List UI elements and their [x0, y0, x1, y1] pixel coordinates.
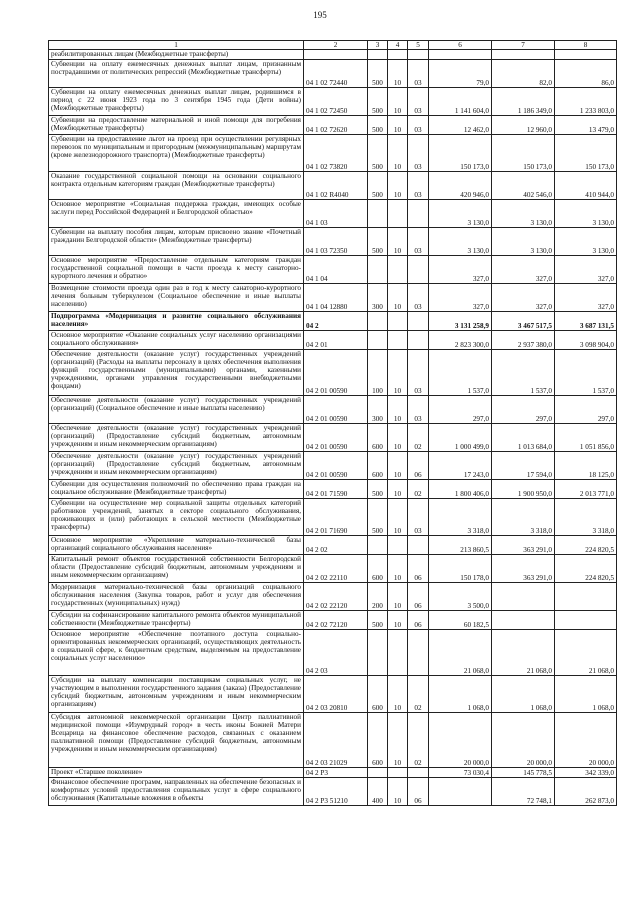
row-vr-cell: 500	[368, 611, 388, 630]
table-row	[49, 768, 617, 778]
row-sum-2023-cell	[555, 583, 617, 611]
row-vr-cell	[368, 536, 388, 555]
table-row	[49, 228, 617, 256]
row-subsection-cell: 03	[408, 228, 429, 256]
row-section-cell: 10	[388, 583, 408, 611]
table-row	[49, 256, 617, 284]
row-sum-2022-cell: 1 186 349,0	[492, 88, 555, 116]
row-sum-2021-cell: 17 243,0	[429, 452, 492, 480]
row-code-cell: 04 1 03	[304, 200, 368, 228]
row-vr-cell	[368, 331, 388, 350]
row-sum-2021-cell: 79,0	[429, 60, 492, 88]
row-sum-2022-cell: 1 013 684,0	[492, 424, 555, 452]
table-row	[49, 331, 617, 350]
row-sum-2021-cell: 12 462,0	[429, 116, 492, 135]
row-sum-2022-cell: 17 594,0	[492, 452, 555, 480]
row-vr-cell: 500	[368, 60, 388, 88]
row-subsection-cell	[408, 50, 429, 60]
row-vr-cell: 300	[368, 284, 388, 312]
row-vr-cell: 500	[368, 172, 388, 200]
table-row	[49, 583, 617, 611]
row-subsection-cell	[408, 630, 429, 676]
row-name-cell: Субвенции на оплату ежемесячных денежных выплат лицам, признанным пострадавшими от политических репрессий (Межбюджетные трансферты)	[49, 60, 304, 88]
row-subsection-cell: 06	[408, 452, 429, 480]
row-section-cell: 10	[388, 228, 408, 256]
row-sum-2022-cell: 2 937 380,0	[492, 331, 555, 350]
row-name-cell: Субсидии на выплату компенсации поставщикам социальных услуг, не участвующим в выполнении государственного задания (заказа) (Предоставление субсидий бюджетным, автономным учреждениям и иным некоммерческим организациям)	[49, 676, 304, 713]
row-subsection-cell	[408, 200, 429, 228]
row-sum-2023-cell: 86,0	[555, 60, 617, 88]
column-header: 7	[492, 41, 555, 50]
table-row	[49, 172, 617, 200]
row-sum-2021-cell: 1 800 406,0	[429, 480, 492, 499]
row-section-cell	[388, 536, 408, 555]
row-sum-2022-cell: 72 748,1	[492, 778, 555, 806]
row-sum-2023-cell: 21 068,0	[555, 630, 617, 676]
row-sum-2023-cell: 224 820,5	[555, 536, 617, 555]
row-vr-cell: 600	[368, 555, 388, 583]
table-row	[49, 424, 617, 452]
column-header: 8	[555, 41, 617, 50]
row-sum-2023-cell: 1 233 803,0	[555, 88, 617, 116]
row-sum-2022-cell	[492, 50, 555, 60]
table-row	[49, 630, 617, 676]
row-sum-2022-cell: 1 537,0	[492, 350, 555, 396]
table-header-row	[49, 41, 617, 50]
row-vr-cell	[368, 630, 388, 676]
row-code-cell: 04 1 04	[304, 256, 368, 284]
row-sum-2021-cell: 1 068,0	[429, 676, 492, 713]
row-code-cell: 04 2 01 71690	[304, 499, 368, 536]
row-vr-cell: 500	[368, 480, 388, 499]
row-section-cell	[388, 630, 408, 676]
row-subsection-cell: 06	[408, 583, 429, 611]
row-sum-2023-cell: 327,0	[555, 256, 617, 284]
row-subsection-cell	[408, 312, 429, 331]
budget-table	[48, 40, 617, 806]
row-section-cell	[388, 312, 408, 331]
row-vr-cell: 500	[368, 88, 388, 116]
row-vr-cell: 200	[368, 583, 388, 611]
row-vr-cell: 600	[368, 424, 388, 452]
row-subsection-cell: 03	[408, 396, 429, 424]
row-name-cell: Субсидия автономной некоммерческой организации Центр паллиативной медицинской помощи «Изумрудный город» в честь иконы Божией Матери Всецарица на финансовое обеспечение расходов, связанных с оказанием паллиативной помощи (Предоставление субсидий бюджетным, автономным учреждениям и иным некоммерческим организациям)	[49, 713, 304, 768]
row-subsection-cell: 06	[408, 778, 429, 806]
table-row	[49, 88, 617, 116]
table-row	[49, 499, 617, 536]
column-header: 6	[429, 41, 492, 50]
row-vr-cell	[368, 50, 388, 60]
row-code-cell: 04 2 03	[304, 630, 368, 676]
table-row	[49, 50, 617, 60]
table-row	[49, 312, 617, 331]
row-name-cell: Субсидии на софинансирование капитального ремонта объектов муниципальной собственности (Межбюджетные трансферты)	[49, 611, 304, 630]
row-sum-2021-cell: 213 860,5	[429, 536, 492, 555]
row-code-cell: 04 2 01 71590	[304, 480, 368, 499]
row-code-cell: 04 2 01 00590	[304, 396, 368, 424]
row-vr-cell	[368, 312, 388, 331]
row-section-cell: 10	[388, 480, 408, 499]
row-section-cell: 10	[388, 88, 408, 116]
row-sum-2021-cell: 3 318,0	[429, 499, 492, 536]
row-sum-2023-cell: 3 130,0	[555, 228, 617, 256]
table-row	[49, 396, 617, 424]
table-row	[49, 350, 617, 396]
row-name-cell: Обеспечение деятельности (оказание услуг) государственных учреждений (организаций) (Социальное обеспечение и иные выплаты населению)	[49, 396, 304, 424]
row-code-cell	[304, 50, 368, 60]
row-sum-2021-cell: 150 173,0	[429, 135, 492, 172]
row-sum-2022-cell: 402 546,0	[492, 172, 555, 200]
row-sum-2022-cell: 1 900 950,0	[492, 480, 555, 499]
budget-table-body	[49, 41, 617, 806]
row-name-cell: реабилитированных лицам (Межбюджетные трансферты)	[49, 50, 304, 60]
row-section-cell: 10	[388, 284, 408, 312]
table-row	[49, 452, 617, 480]
row-name-cell: Возмещение стоимости проезда один раз в год к месту санаторно-курортного лечения больным туберкулезом (Социальное обеспечение и иные выплаты населению)	[49, 284, 304, 312]
table-row	[49, 116, 617, 135]
table-row	[49, 778, 617, 806]
row-sum-2023-cell: 410 944,0	[555, 172, 617, 200]
row-sum-2021-cell: 73 030,4	[429, 768, 492, 778]
row-sum-2021-cell: 60 182,5	[429, 611, 492, 630]
row-subsection-cell: 02	[408, 480, 429, 499]
row-code-cell: 04 1 02 72440	[304, 60, 368, 88]
row-sum-2021-cell: 327,0	[429, 256, 492, 284]
row-sum-2022-cell: 82,0	[492, 60, 555, 88]
row-sum-2023-cell: 2 013 771,0	[555, 480, 617, 499]
row-vr-cell: 400	[368, 778, 388, 806]
row-name-cell: Проект «Старшее поколение»	[49, 768, 304, 778]
row-sum-2023-cell: 3 130,0	[555, 200, 617, 228]
row-sum-2022-cell: 3 467 517,5	[492, 312, 555, 331]
row-vr-cell	[368, 768, 388, 778]
row-name-cell: Основное мероприятие «Социальная поддержка граждан, имеющих особые заслуги перед Российской Федерацией и Белгородской областью»	[49, 200, 304, 228]
row-name-cell: Обеспечение деятельности (оказание услуг) государственных учреждений (организаций) (Предоставление субсидий бюджетным, автономным учреждениям и иным некоммерческим организациям)	[49, 452, 304, 480]
row-sum-2021-cell: 420 946,0	[429, 172, 492, 200]
row-name-cell: Субвенции на предоставление льгот на проезд при осуществлении регулярных перевозок по муниципальным и пригородным (межмуниципальным) маршрутам (кроме железнодорожного транспорта) (Межбюджетные трансферты)	[49, 135, 304, 172]
column-header: 1	[49, 41, 304, 50]
row-sum-2021-cell: 21 068,0	[429, 630, 492, 676]
row-vr-cell: 500	[368, 228, 388, 256]
row-sum-2023-cell: 224 820,5	[555, 555, 617, 583]
row-section-cell	[388, 50, 408, 60]
row-sum-2022-cell	[492, 583, 555, 611]
row-sum-2022-cell: 363 291,0	[492, 536, 555, 555]
row-sum-2022-cell: 12 960,0	[492, 116, 555, 135]
row-name-cell: Субвенции на предоставление материальной и иной помощи для погребения (Межбюджетные трансферты)	[49, 116, 304, 135]
row-sum-2021-cell: 297,0	[429, 396, 492, 424]
row-code-cell: 04 2 01 00590	[304, 424, 368, 452]
row-sum-2023-cell: 262 873,0	[555, 778, 617, 806]
row-sum-2023-cell: 1 051 856,0	[555, 424, 617, 452]
row-section-cell: 10	[388, 424, 408, 452]
row-name-cell: Субвенции на осуществление мер социальной защиты отдельных категорий работников учреждений, занятых в секторе социального обслуживания, проживающих и (или) работающих в сельской местности (Межбюджетные трансферты)	[49, 499, 304, 536]
row-code-cell: 04 2	[304, 312, 368, 331]
row-section-cell: 10	[388, 172, 408, 200]
row-subsection-cell: 03	[408, 88, 429, 116]
row-sum-2021-cell: 1 141 604,0	[429, 88, 492, 116]
column-header: 2	[304, 41, 368, 50]
row-code-cell: 04 2 01	[304, 331, 368, 350]
row-sum-2021-cell	[429, 50, 492, 60]
row-sum-2022-cell: 1 068,0	[492, 676, 555, 713]
row-sum-2022-cell: 21 068,0	[492, 630, 555, 676]
row-code-cell: 04 1 02 R4040	[304, 172, 368, 200]
row-sum-2021-cell: 3 130,0	[429, 200, 492, 228]
row-name-cell: Оказание государственной социальной помощи на основании социального контракта отдельным категориям граждан (Межбюджетные трансферты)	[49, 172, 304, 200]
row-sum-2021-cell: 1 537,0	[429, 350, 492, 396]
row-section-cell: 10	[388, 499, 408, 536]
row-section-cell: 10	[388, 396, 408, 424]
row-sum-2023-cell: 1 068,0	[555, 676, 617, 713]
row-vr-cell: 600	[368, 713, 388, 768]
row-subsection-cell: 03	[408, 499, 429, 536]
row-subsection-cell: 02	[408, 713, 429, 768]
row-code-cell: 04 2 02 22120	[304, 583, 368, 611]
row-sum-2023-cell: 327,0	[555, 284, 617, 312]
row-name-cell: Основное мероприятие «Оказание социальных услуг населению организациями социального обслуживания»	[49, 331, 304, 350]
table-row	[49, 60, 617, 88]
row-section-cell: 10	[388, 611, 408, 630]
row-name-cell: Субвенции на выплату пособия лицам, которым присвоено звание «Почетный гражданин Белгородской области» (Межбюджетные трансферты)	[49, 228, 304, 256]
row-sum-2023-cell	[555, 611, 617, 630]
row-vr-cell: 500	[368, 135, 388, 172]
row-code-cell: 04 2 02 72120	[304, 611, 368, 630]
row-sum-2022-cell: 327,0	[492, 284, 555, 312]
row-code-cell: 04 2 P3 51210	[304, 778, 368, 806]
row-sum-2021-cell: 327,0	[429, 284, 492, 312]
row-subsection-cell: 03	[408, 116, 429, 135]
row-vr-cell: 300	[368, 396, 388, 424]
row-code-cell: 04 2 02 22110	[304, 555, 368, 583]
row-section-cell	[388, 768, 408, 778]
row-subsection-cell: 02	[408, 424, 429, 452]
row-name-cell: Субвенции для осуществления полномочий по обеспечению права граждан на социальное обслуживание (Межбюджетные трансферты)	[49, 480, 304, 499]
row-sum-2022-cell: 363 291,0	[492, 555, 555, 583]
row-section-cell: 10	[388, 778, 408, 806]
row-sum-2022-cell: 3 130,0	[492, 228, 555, 256]
table-row	[49, 611, 617, 630]
row-section-cell: 10	[388, 60, 408, 88]
row-name-cell: Субвенции на оплату ежемесячных денежных выплат лицам, родившимся в период с 22 июня 1923 года по 3 сентября 1945 года (Дети войны) (Межбюджетные трансферты)	[49, 88, 304, 116]
row-code-cell: 04 2 01 00590	[304, 452, 368, 480]
row-sum-2022-cell	[492, 611, 555, 630]
row-subsection-cell	[408, 256, 429, 284]
row-sum-2021-cell: 20 000,0	[429, 713, 492, 768]
row-sum-2022-cell: 20 000,0	[492, 713, 555, 768]
row-section-cell: 10	[388, 676, 408, 713]
table-row	[49, 536, 617, 555]
row-sum-2022-cell: 297,0	[492, 396, 555, 424]
row-section-cell: 10	[388, 452, 408, 480]
row-vr-cell: 500	[368, 116, 388, 135]
row-name-cell: Основное мероприятие «Обеспечение поэтапного доступа социально-ориентированных некоммерческих организаций, осуществляющих деятельность в социальной сфере, к бюджетным средствам, выделяемым на предоставление социальных услуг населению»	[49, 630, 304, 676]
row-code-cell: 04 2 03 21029	[304, 713, 368, 768]
row-sum-2023-cell: 3 687 131,5	[555, 312, 617, 331]
row-sum-2023-cell: 150 173,0	[555, 135, 617, 172]
row-sum-2021-cell: 1 000 499,0	[429, 424, 492, 452]
row-code-cell: 04 1 02 73820	[304, 135, 368, 172]
row-sum-2022-cell: 145 778,5	[492, 768, 555, 778]
row-sum-2021-cell: 2 823 300,0	[429, 331, 492, 350]
row-section-cell: 10	[388, 350, 408, 396]
row-sum-2023-cell: 13 479,0	[555, 116, 617, 135]
page-number: 195	[313, 10, 327, 20]
row-sum-2023-cell	[555, 50, 617, 60]
row-sum-2021-cell	[429, 778, 492, 806]
row-section-cell	[388, 200, 408, 228]
row-sum-2021-cell: 3 131 258,9	[429, 312, 492, 331]
row-code-cell: 04 1 02 72450	[304, 88, 368, 116]
table-row	[49, 555, 617, 583]
table-row	[49, 284, 617, 312]
row-sum-2021-cell: 3 130,0	[429, 228, 492, 256]
row-name-cell: Обеспечение деятельности (оказание услуг) государственных учреждений (организаций) (Расходы на выплаты персоналу в целях обеспечения выполнения функций государственными (муниципальными) органами, казенными учреждениями, органами управления государственными внебюджетными фондами)	[49, 350, 304, 396]
row-sum-2023-cell: 297,0	[555, 396, 617, 424]
row-name-cell: Основное мероприятие «Предоставление отдельным категориям граждан государственной социальной помощи в части проезда к месту санаторно-курортного лечения и обратно»	[49, 256, 304, 284]
row-subsection-cell: 03	[408, 60, 429, 88]
column-header: 5	[408, 41, 429, 50]
row-subsection-cell: 06	[408, 555, 429, 583]
row-vr-cell: 500	[368, 499, 388, 536]
row-sum-2022-cell: 3 318,0	[492, 499, 555, 536]
row-code-cell: 04 2 03 20810	[304, 676, 368, 713]
table-row	[49, 713, 617, 768]
row-subsection-cell: 02	[408, 676, 429, 713]
row-subsection-cell: 03	[408, 135, 429, 172]
row-sum-2023-cell: 20 000,0	[555, 713, 617, 768]
row-subsection-cell: 03	[408, 172, 429, 200]
row-sum-2022-cell: 3 130,0	[492, 200, 555, 228]
row-section-cell	[388, 256, 408, 284]
row-subsection-cell	[408, 331, 429, 350]
table-row	[49, 200, 617, 228]
row-vr-cell: 600	[368, 676, 388, 713]
row-name-cell: Капитальный ремонт объектов государственной собственности Белгородской области (Предоставление субсидий бюджетным, автономным учреждениям и иным некоммерческим организациям)	[49, 555, 304, 583]
row-subsection-cell	[408, 768, 429, 778]
row-vr-cell: 100	[368, 350, 388, 396]
row-name-cell: Основное мероприятие «Укрепление материально-технической базы организаций социального обслуживания населения»	[49, 536, 304, 555]
row-sum-2023-cell: 1 537,0	[555, 350, 617, 396]
row-section-cell: 10	[388, 135, 408, 172]
table-row	[49, 135, 617, 172]
row-code-cell: 04 2 P3	[304, 768, 368, 778]
row-vr-cell: 600	[368, 452, 388, 480]
row-subsection-cell	[408, 536, 429, 555]
row-section-cell: 10	[388, 555, 408, 583]
row-vr-cell	[368, 256, 388, 284]
row-subsection-cell: 06	[408, 611, 429, 630]
row-section-cell: 10	[388, 713, 408, 768]
table-row	[49, 676, 617, 713]
row-sum-2022-cell: 327,0	[492, 256, 555, 284]
row-sum-2023-cell: 342 339,0	[555, 768, 617, 778]
row-sum-2023-cell: 18 125,0	[555, 452, 617, 480]
row-subsection-cell: 03	[408, 284, 429, 312]
row-subsection-cell: 03	[408, 350, 429, 396]
row-name-cell: Модернизация материально-технической базы организаций социального обслуживания населения (Закупка товаров, работ и услуг для обеспечения государственных (муниципальных) нужд)	[49, 583, 304, 611]
row-code-cell: 04 1 02 72620	[304, 116, 368, 135]
row-sum-2023-cell: 3 318,0	[555, 499, 617, 536]
row-name-cell: Финансовое обеспечение программ, направленных на обеспечение безопасных и комфортных условий предоставления социальных услуг в сфере социального обслуживания (Капитальные вложения в объекты	[49, 778, 304, 806]
row-code-cell: 04 2 01 00590	[304, 350, 368, 396]
row-name-cell: Подпрограмма «Модернизация и развитие социального обслуживания населения»	[49, 312, 304, 331]
row-code-cell: 04 1 04 12880	[304, 284, 368, 312]
row-section-cell	[388, 331, 408, 350]
row-code-cell: 04 2 02	[304, 536, 368, 555]
row-sum-2023-cell: 3 098 904,0	[555, 331, 617, 350]
row-vr-cell	[368, 200, 388, 228]
row-name-cell: Обеспечение деятельности (оказание услуг) государственных учреждений (организаций) (Предоставление субсидий бюджетным, автономным учреждениям и иным некоммерческим организациям)	[49, 424, 304, 452]
table-row	[49, 480, 617, 499]
column-header: 3	[368, 41, 388, 50]
row-code-cell: 04 1 03 72350	[304, 228, 368, 256]
row-sum-2021-cell: 3 500,0	[429, 583, 492, 611]
column-header: 4	[388, 41, 408, 50]
row-sum-2021-cell: 150 178,0	[429, 555, 492, 583]
row-section-cell: 10	[388, 116, 408, 135]
row-sum-2022-cell: 150 173,0	[492, 135, 555, 172]
